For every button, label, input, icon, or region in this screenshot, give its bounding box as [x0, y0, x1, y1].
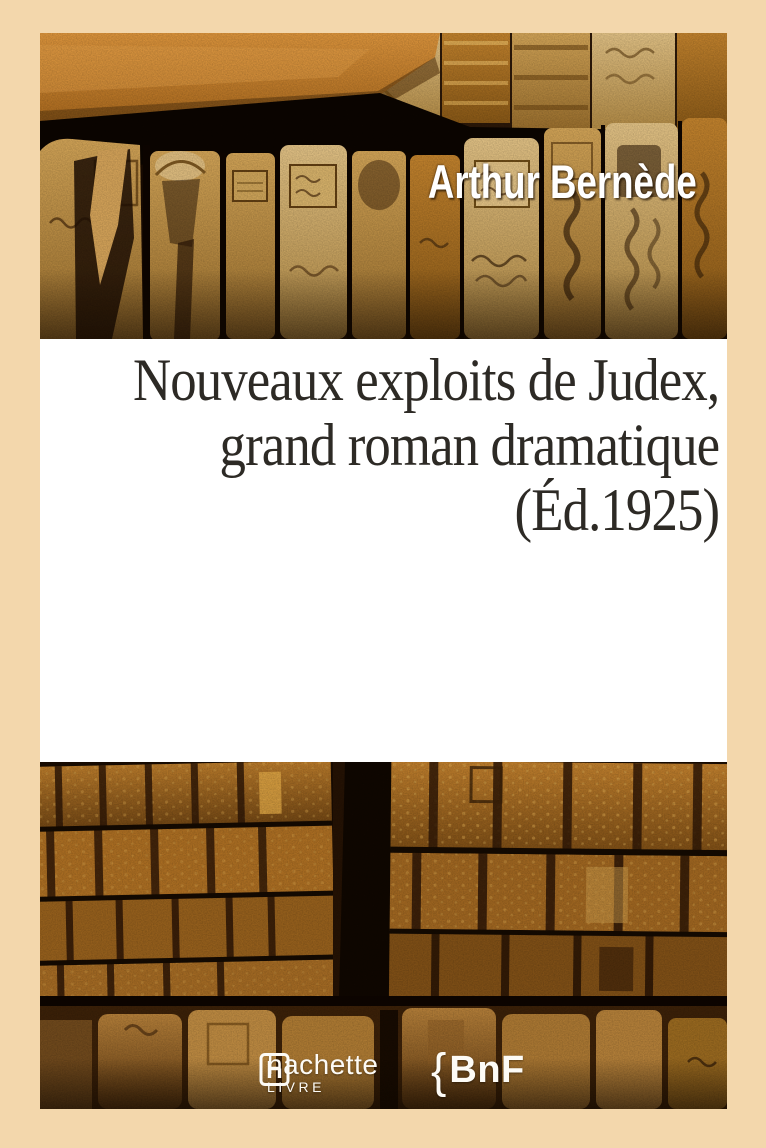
- bnf-brand: BnF: [449, 1049, 525, 1091]
- bookshelf-photo-bottom: [40, 762, 727, 1109]
- title-line-1: Nouveaux exploits de Judex,: [132, 347, 719, 413]
- author-name: Arthur Bernède: [428, 155, 697, 208]
- edition-year: (Éd.1925): [514, 477, 719, 543]
- hachette-square-h-icon: [259, 1051, 291, 1088]
- hachette-livre-logo: [259, 1051, 378, 1094]
- bnf-logo: [431, 1042, 525, 1098]
- bnf-brace-glyph: {: [431, 1042, 447, 1098]
- hachette-brand: hachette: [267, 1049, 379, 1080]
- cover-content: [40, 33, 727, 1109]
- publisher-bar: [40, 762, 727, 1109]
- title-band: [40, 339, 727, 762]
- bookshelf-photo-top: [40, 33, 727, 339]
- hachette-division: LIVRE: [267, 1079, 325, 1095]
- book-title: [133, 348, 719, 543]
- title-line-2: grand roman dramatique: [219, 412, 719, 478]
